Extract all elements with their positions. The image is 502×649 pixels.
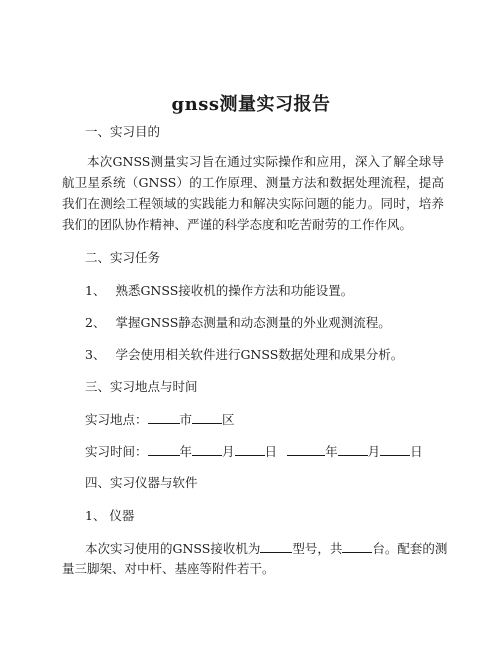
time-label: 实习时间： (85, 444, 148, 459)
time-blank-month-start (192, 443, 222, 456)
month-text: 月 (367, 444, 381, 459)
location-district-text: 区 (222, 412, 235, 427)
instrument-line-2: 量三脚架、对中杆、基座等附件若干。 (62, 561, 275, 576)
task-text: 熟悉GNSS接收机的操作方法和功能设置。 (115, 283, 354, 298)
location-city-text: 市 (179, 412, 193, 427)
location-line (85, 411, 235, 428)
instrument-text-2: 型号，共 (292, 541, 343, 556)
section-4-subheading: 1、 仪器 (85, 508, 135, 523)
time-blank-year-start (148, 443, 180, 456)
time-blank-day-end (380, 443, 410, 456)
section-2-heading: 二、实习任务 (85, 250, 161, 265)
year-text: 年 (325, 444, 338, 459)
time-blank-day-start (235, 443, 265, 456)
instrument-text-3: 台。配套的测 (372, 541, 448, 556)
location-label: 实习地点： (85, 412, 148, 427)
location-blank-district (192, 411, 222, 424)
task-text: 学会使用相关软件进行GNSS数据处理和成果分析。 (115, 347, 404, 362)
time-line (85, 443, 423, 460)
time-blank-month-end (338, 443, 368, 456)
day-text: 日 (410, 444, 423, 459)
task-number: 2、 (85, 315, 106, 330)
task-number: 1、 (85, 283, 106, 298)
section-3-heading: 三、实习地点与时间 (85, 379, 198, 394)
task-text: 掌握GNSS静态测量和动态测量的外业观测流程。 (115, 315, 391, 330)
task-number: 3、 (85, 347, 106, 362)
section-4-heading: 四、实习仪器与软件 (85, 475, 198, 490)
task-item-3 (85, 347, 403, 363)
instrument-line-1 (85, 540, 447, 557)
month-text: 月 (222, 444, 235, 459)
time-blank-year-end (287, 443, 325, 456)
instrument-count-blank (342, 540, 372, 553)
location-blank-city (148, 411, 180, 424)
year-text: 年 (179, 444, 193, 459)
day-text: 日 (264, 444, 278, 459)
task-item-1 (85, 283, 353, 299)
instrument-text-1: 本次实习使用的GNSS接收机为 (85, 541, 261, 556)
section-1-paragraph: 本次GNSS测量实习旨在通过实际操作和应用，深入了解全球导航卫星系统（GNSS）的工作原理、测量方法和数据处理流程，提高我们在测绘工程领域的实践能力和解决实际问题的能力。同时，培养我们的团队协作精神、严谨的科学态度和吃苦耐劳的工作作风。 (62, 154, 444, 232)
section-1-heading: 一、实习目的 (85, 124, 161, 139)
document-title: gnss测量实习报告 (171, 94, 331, 115)
instrument-model-blank (260, 540, 292, 553)
task-item-2 (85, 315, 391, 331)
